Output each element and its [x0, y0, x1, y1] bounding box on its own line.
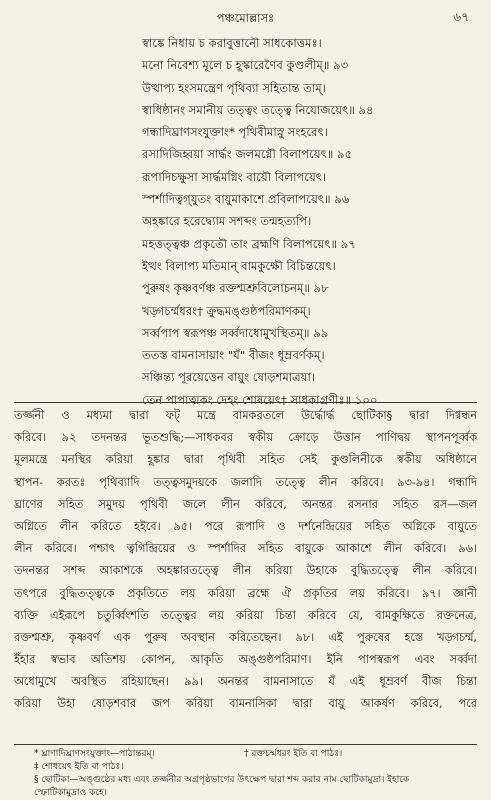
- commentary-line: ব্যক্তি এইরূপে চতুর্ব্বিংশতি তত্ত্বের লয় করিয়া চিন্তা করিবে যে, বামকুক্ষিতে রক্তনেত্র,: [14, 608, 477, 622]
- verse-line: মনো নিবেশ্য মূলে চ হূস্কারেণৈব কুণ্ডলীম্‌॥ ৯৩: [142, 58, 349, 73]
- footnote-dagger: † রক্তচর্ম্মধরং ইতি বা পাঠঃ।: [244, 749, 343, 759]
- footnote-asterisk: * ঘ্রাণাদিঘ্রাণসংযুক্তাং—পাঠান্তরম্‌।: [34, 749, 155, 759]
- verse-line: তেন পাপাত্মকং দেহং শোষয়েৎ‡ সাধকাগ্রণীঃ॥ ১০০: [142, 392, 378, 407]
- verse-line: স্বাধিষ্ঠানং সমানীয় তত্ত্বং তত্ত্বে নিযোজয়েৎ॥ ৯৪: [142, 102, 374, 117]
- verse-line: সঞ্চিন্ত্য পূরয়েত্তেন বায়ুং ষোড়শমাত্রয়া।: [142, 370, 316, 385]
- verse-line: ইত্থং বিলাপ্য মতিমান্‌ বামকুক্ষৌ বিচিন্তয়েৎ।: [142, 258, 336, 273]
- verse-line: পুরুষং কৃষ্ণবর্ণঞ্চ রক্তশ্মশ্রুবিলোচনম্‌॥ ৯৮: [142, 281, 329, 296]
- commentary-line: তৎপরে বুদ্ধিতত্ত্বকে প্রকৃতিতে লয় করিয়া ব্রহ্মে ঐ প্রকৃতির লয় করিবে। ৯৭। জ্ঞানী: [14, 586, 477, 600]
- commentary-line: অগ্নিতে লীন করিতে হইবে। ৯৫। পরে রূপাদি ও দর্শনেন্দ্রিয়ের সহিত অগ্নিকে বায়ুতে: [14, 519, 477, 533]
- verse-line: স্পর্শাদিত্বগ্‌যুতং বায়ুমাকাশে প্রবিলাপয়েৎ॥ ৯৬: [142, 192, 350, 207]
- footnote-section-continued: স্ফোটিকামুদ্রাও কহে।: [34, 788, 107, 798]
- verse-line: সর্ব্বপাপ স্বরূপঞ্চ সর্ব্বদাধোমুখস্থিতম্‌॥ ৯৯: [142, 325, 329, 340]
- verse-line: মহত্তত্ত্বঞ্চ প্রকৃতৌ তাং ব্রহ্মণি বিলাপয়েৎ॥ ৯৭: [142, 236, 356, 251]
- commentary-line: ইঁহার স্বভাব অতিশয় কোপন, আকৃতি অঙ্গুষ্ঠপরিমাণ। ইনি পাপস্বরূপ এবং সর্ব্বদা: [14, 653, 477, 667]
- commentary-line: লীন করিবে। পশ্চাৎ ত্বগিন্দ্রিয়ের ও স্পর্শাদির সহিত বায়ুকে আকাশে লীন করিবে। ৯৬।: [14, 542, 477, 556]
- footnote-row: [14, 748, 477, 761]
- commentary-line: তর্জ্জনী ও মধ্যমা দ্বারা ফট্‌ মন্ত্রে বামকরতলে উর্দ্ধোর্দ্ধ ছোটিকা§ দ্বারা দিগ্বন্ধন: [14, 409, 477, 422]
- footnote-divider: [14, 744, 477, 745]
- page-header: [0, 8, 491, 26]
- verse-line: গন্ধাদিঘ্রাণসংযুক্তাং* পৃথিবীমাস্নু সংহরেৎ।: [142, 125, 328, 140]
- page-number: ৬৭: [453, 10, 469, 24]
- footnotes: [14, 748, 477, 800]
- running-title: পঞ্চমোল্লাসঃ: [216, 11, 275, 25]
- footnote-row: [14, 787, 477, 800]
- commentary-line: মূলমন্ত্রে মনস্থির করিয়া হূঙ্কার দ্বারা পৃথিবী সহিত সেই কুণ্ডলিনীকে স্বকীয় অধিষ্ঠানে: [14, 453, 477, 467]
- verse-line: স্বাঙ্কে নিধায় চ করাবুত্তানৌ সাধকোত্তমঃ।: [142, 36, 322, 50]
- verse-line: রূপাদিচক্ষুসা সার্দ্ধমগ্নিং বায়ৌ বিলাপয়েৎ।: [142, 169, 327, 184]
- verse-line: খড়্গচর্ম্মধরং† ক্রুদ্ধমঙ্গুষ্ঠপরিমাণকম্‌।: [142, 303, 311, 318]
- commentary-line: অধোমুখে অবস্থিত রহিয়াছেন। ৯৯। অনন্তর বামনাসাতে যঁ এই ধূম্রবর্ণ বীজ চিন্তা: [14, 675, 477, 689]
- bengali-commentary: [14, 405, 477, 716]
- verse-line: অহঙ্কারে হরেদ্ব্যোম সশব্দং তন্মহত্যপি।: [142, 214, 312, 229]
- commentary-line: করিবে। ৯২ তদনন্তর ভূতশুদ্ধি;—সাধকবর স্বকীয় ক্রোড়ে উত্তান পাণিদ্বয় স্থাপনপূর্ব্বক: [14, 431, 477, 445]
- verse-line: উত্থাপ্য হংসমন্ত্রেণ পৃথিব্যা সহিতান্ত তাম্‌।: [142, 80, 326, 95]
- commentary-line: তদনন্তর সশব্দ আকাশকে অহঙ্কারতত্ত্বে লীন করিয়া উহাকে বুদ্ধিতত্ত্বে লীন করিবে।: [14, 564, 477, 578]
- footnote-row: [14, 774, 477, 787]
- verse-line: রসাদিজিহ্বয়া সার্দ্ধং জলমগ্নৌ বিলাপয়েৎ॥ ৯৫: [142, 147, 353, 162]
- commentary-line: রক্তশ্মশ্রু, কৃষ্ণবর্ণ এক পুরুষ অবস্থান করিতেছেন। ৯৮। এই পুরুষের হস্তে খড়্গচর্ম্ম,: [14, 630, 477, 644]
- footnote-row: [14, 761, 477, 774]
- commentary-line: স্থাপন- করতঃ পৃথিব্যাদি তত্ত্বসমুদয়কে জলাদি তত্ত্বে লীন করিবে। ৯৩-৯৪। গন্ধাদি: [14, 475, 477, 489]
- commentary-line: করিয়া উহা ষোড়শবার জপ করিয়া বামনাসিকা দ্বারা বায়ু আকর্ষণ করিবে, পরে: [14, 697, 477, 711]
- footnote-section: § ছোটিকা—অঙ্গুষ্ঠের মধ্য এবং তর্জ্জনীর অগ্রপৃষ্ঠভাগের উৎক্ষেপ দ্বারা শব্দ করার নাম ছোটিকামুদ্রা। ইহাকে: [34, 775, 410, 785]
- verse-line: ততস্ত বামনাসায়াং "যঁ" বীজং ধূম্রবর্ণকম্‌।: [142, 348, 325, 363]
- footnote-double-dagger: ‡ শোধয়েৎ ইতি বা পাঠঃ।: [34, 762, 124, 772]
- section-divider: [14, 402, 477, 403]
- commentary-line: ঘ্রাণের সহিত সমুদয় পৃথিবী জলে লীন করিবে, অনন্তর রসনার সহিত রস—জল: [14, 497, 477, 511]
- sanskrit-verses: [142, 32, 472, 411]
